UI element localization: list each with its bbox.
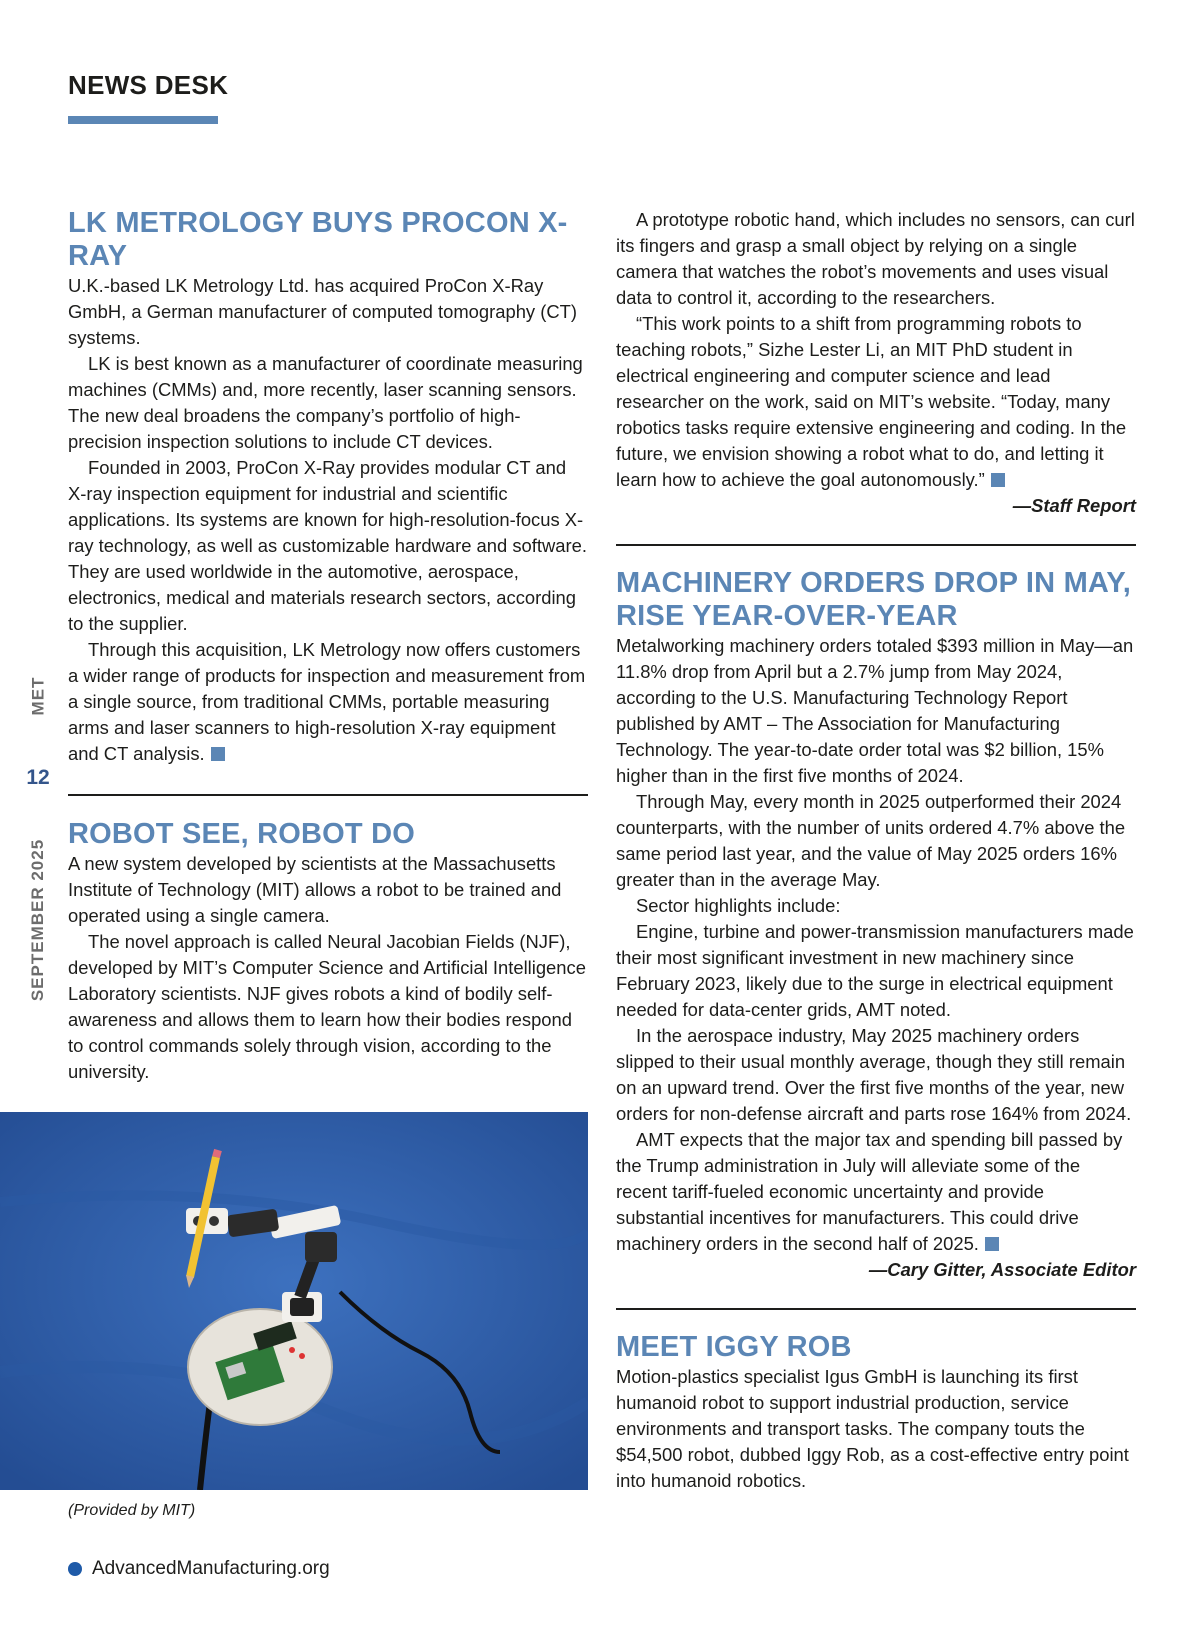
article-paragraph: LK is best known as a manufacturer of coordinate measuring machines (CMMs) and, more recently, laser scanning sensors. The new deal broadens the company’s portfolio of high-precision inspection solutions to include CT devices. — [68, 353, 583, 452]
article-divider — [68, 794, 588, 796]
article-paragraph: Sector highlights include: — [636, 895, 841, 916]
section-label: NEWS DESK — [68, 70, 229, 100]
article-paragraph: U.K.-based LK Metrology Ltd. has acquired ProCon X-Ray GmbH, a German manufacturer of computed tomography (CT) systems. — [68, 275, 578, 348]
robot-arm-illustration — [0, 1112, 588, 1490]
article-byline: —Staff Report — [1012, 495, 1136, 516]
article-meet-iggy-rob — [616, 1331, 1136, 1494]
footer-website[interactable]: AdvancedManufacturing.org — [92, 1558, 330, 1579]
article-paragraph: A new system developed by scientists at the Massachusetts Institute of Technology (MIT) allows a robot to be trained and operated using a single camera. — [68, 853, 562, 926]
end-mark-icon — [211, 747, 225, 761]
article-paragraph: In the aerospace industry, May 2025 machinery orders slipped to their usual monthly average, though they still remain on an upward trend. Over the first five months of the year, new orders for non-defense aircraft and parts rose 164% from 2024. — [616, 1025, 1132, 1124]
article-lk-metrology — [68, 207, 588, 767]
globe-icon — [68, 1562, 82, 1576]
article-headline: MACHINERY ORDERS DROP IN MAY, RISE YEAR-OVER-YEAR — [616, 567, 1131, 632]
article-paragraph: “This work points to a shift from programming robots to teaching robots,” Sizhe Lester Li, an MIT PhD student in electrical engineering and computer science and lead researcher on the work, said on MIT’s website. “Today, many robotics tasks require extensive engineering and coding. In the future, we envision showing a robot what to do, and letting it learn how to achieve the goal autonomously.” — [616, 313, 1127, 490]
article-paragraph: AMT expects that the major tax and spending bill passed by the Trump administration in July will alleviate some of the recent tariff-fueled economic uncertainty and provide substantial incentives for manufacturers. This could drive machinery orders in the second half of 2025. — [616, 1129, 1123, 1254]
article-paragraph: Motion-plastics specialist Igus GmbH is launching its first humanoid robot to support industrial production, service environments and transport tasks. The company touts the $54,500 robot, dubbed Iggy Rob, as a cost-effective entry point into humanoid robotics. — [616, 1366, 1129, 1491]
article-robot-see-robot-do — [68, 818, 588, 1085]
footer — [68, 1558, 330, 1580]
article-paragraph: Through this acquisition, LK Metrology now offers customers a wider range of products for inspection and measurement from a single source, from traditional CMMs, portable measuring arms and laser scanners to high-resolution X-ray equipment and CT analysis. — [68, 639, 586, 764]
article-headline: LK METROLOGY BUYS PROCON X-RAY — [68, 207, 568, 272]
article-headline: MEET IGGY ROB — [616, 1331, 852, 1363]
page-number: 12 — [26, 766, 50, 789]
article-machinery-orders — [616, 567, 1136, 1283]
article-headline: ROBOT SEE, ROBOT DO — [68, 818, 415, 850]
end-mark-icon — [991, 473, 1005, 487]
robot-arm-photo — [0, 1112, 588, 1490]
sidebar-publication: MET — [28, 676, 48, 716]
left-column — [68, 207, 588, 1085]
section-rule — [68, 116, 218, 124]
end-mark-icon — [985, 1237, 999, 1251]
article-divider — [616, 544, 1136, 546]
article-paragraph: The novel approach is called Neural Jacobian Fields (NJF), developed by MIT’s Computer Science and Artificial Intelligence Laboratory scientists. NJF gives robots a kind of bodily self-awareness and allows them to learn how their bodies respond to control commands solely through vision, according to the university. — [68, 931, 586, 1082]
article-divider — [616, 1308, 1136, 1310]
article-byline: —Cary Gitter, Associate Editor — [868, 1259, 1136, 1280]
sidebar-issue-date: SEPTEMBER 2025 — [28, 838, 47, 1002]
article-paragraph: Founded in 2003, ProCon X-Ray provides modular CT and X-ray inspection equipment for industrial and scientific applications. Its systems are known for high-resolution-focus X-ray technology, as well as customizable hardware and software. They are used worldwide in the automotive, aerospace, electronics, medical and materials research sectors, according to the supplier. — [68, 457, 587, 634]
article-paragraph: Metalworking machinery orders totaled $393 million in May—an 11.8% drop from April but a 2.7% jump from May 2024, according to the U.S. Manufacturing Technology Report published by AMT – The Association for Manufacturing Technology. The year-to-date order total was $2 billion, 15% higher than in the first five months of 2024. — [616, 635, 1134, 786]
article-paragraph: A prototype robotic hand, which includes no sensors, can curl its fingers and grasp a small object by relying on a single camera that watches the robot’s movements and uses visual data to control it, according to the researchers. — [616, 209, 1135, 308]
article-paragraph: Through May, every month in 2025 outperformed their 2024 counterparts, with the number of units ordered 4.7% above the same period last year, and the value of May 2025 orders 16% greater than in the average May. — [616, 791, 1126, 890]
right-column — [616, 207, 1136, 1494]
article-paragraph: Engine, turbine and power-transmission manufacturers made their most significant investment in new machinery since February 2023, likely due to the surge in electrical equipment needed for data-center grids, AMT noted. — [616, 921, 1134, 1020]
photo-caption: (Provided by MIT) — [68, 1502, 196, 1519]
